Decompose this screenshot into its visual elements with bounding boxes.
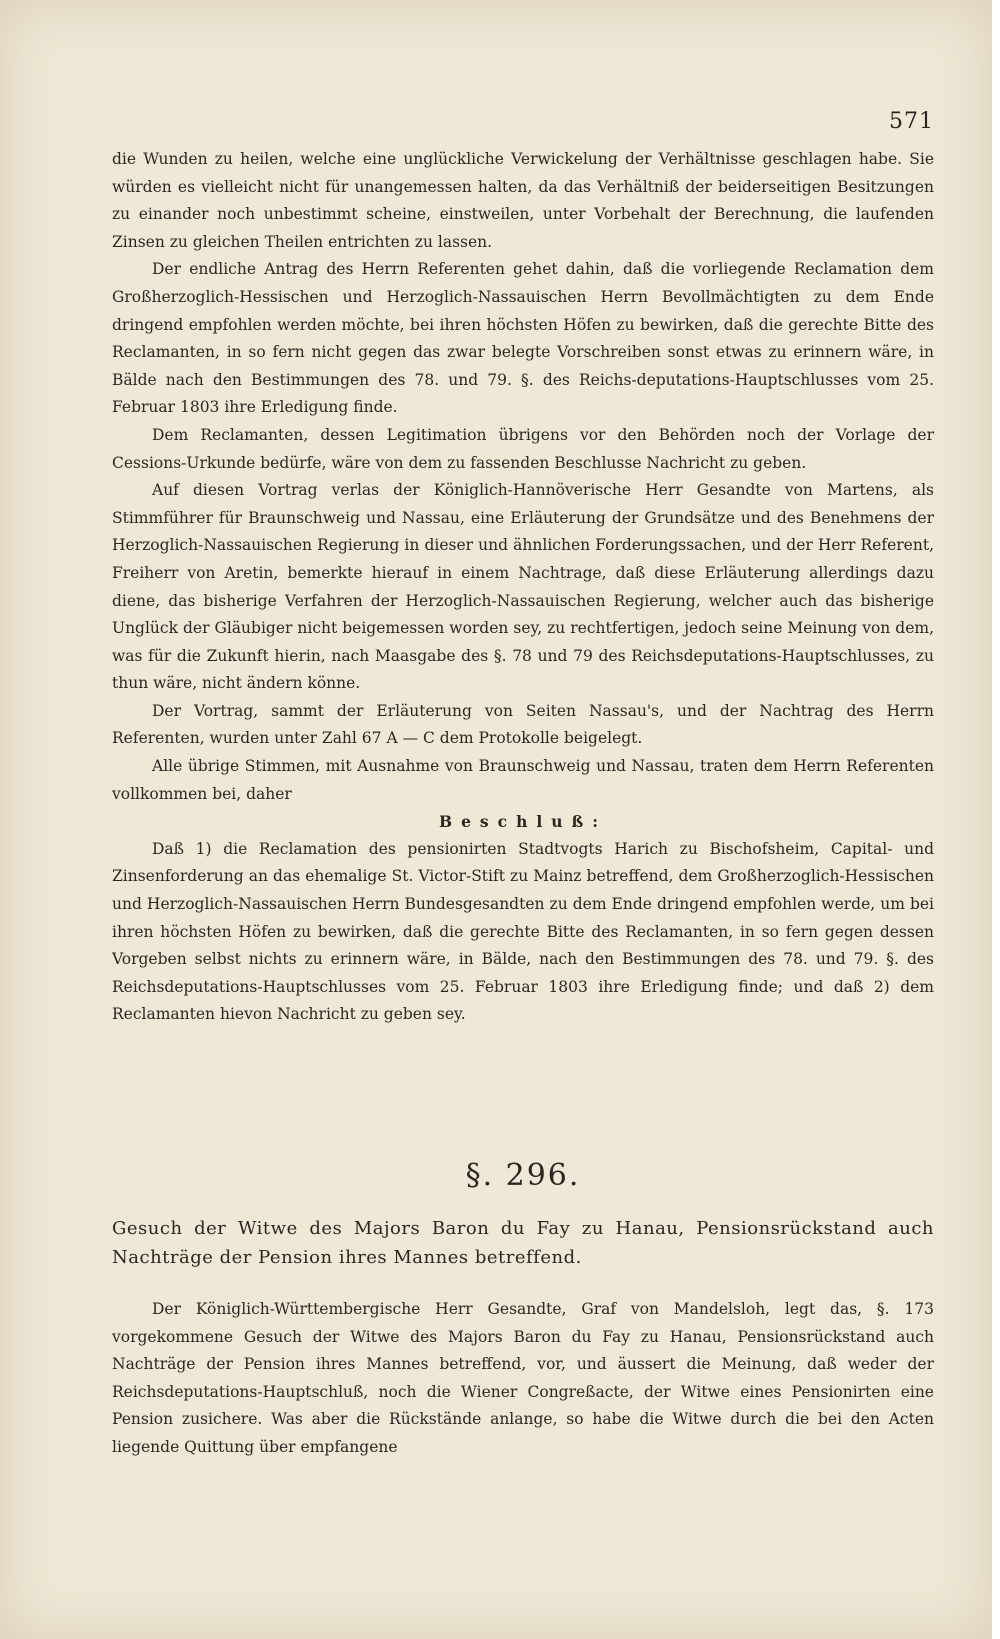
paragraph: Der Vortrag, sammt der Erläuterung von Seiten Nassau's, und der Nachtrag des Herrn Referenten, wurden unter Zahl 67 A — C dem Protokolle beigelegt. [112,701,934,748]
page-number: 571 [889,109,934,134]
section-text [112,1296,934,1462]
paragraph: Alle übrige Stimmen, mit Ausnahme von Braunschweig und Nassau, traten dem Herrn Referenten vollkommen bei, daher [112,757,934,803]
main-text [112,146,934,1029]
paragraph: Der endliche Antrag des Herrn Referenten gehet dahin, daß die vorliegende Reclamation dem Großherzoglich-Hessischen und Herzoglich-Nassauischen Herrn Bevollmächtigten zu dem Ende dringend empfohlen werden möchte, bei ihren höchsten Höfen zu bewirken, daß die gerechte Bitte des Reclamanten, in so fern nicht gegen das zwar belegte Vorschreiben sonst etwas zu erinnern wäre, in Bälde nach den Bestimmungen des 78. und 79. §. des Reichs-deputations-Hauptschlusses vom 25. Februar 1803 ihre Erledigung finde. [112,260,934,417]
section-title: Gesuch der Witwe des Majors Baron du Fay zu Hanau, Pensionsrückstand auch Nachträge der Pension ihres Mannes betreffend. [112,1218,934,1268]
paragraph: Dem Reclamanten, dessen Legitimation übrigens vor den Behörden noch der Vorlage der Cessions-Urkunde bedürfe, wäre von dem zu fassenden Beschlusse Nachricht zu geben. [112,425,934,472]
paragraph: Auf diesen Vortrag verlas der Königlich-Hannöverische Herr Gesandte von Martens, als Stimmführer für Braunschweig und Nassau, eine Erläuterung der Grundsätze und des Benehmens der Herzoglich-Nassauischen Regierung in dieser und ähnlichen Forderungssachen, und der Herr Referent, Freiherr von Aretin, bemerkte hierauf in einem Nachtrage, daß diese Erläuterung allerdings dazu diene, das bisherige Verfahren der Herzoglich-Nassauischen Regierung, welcher auch das bisherige Unglück der Gläubiger nicht beigemessen worden sey, zu rechtfertigen, jedoch seine Meinung von dem, was für die Zukunft hierin, nach Maasgabe des §. 78 und 79 des Reichsdeputations-Hauptschlusses, zu thun wäre, nicht ändern könne. [112,481,934,693]
resolution-text: Daß 1) die Reclamation des pensionirten Stadtvogts Harich zu Bischofsheim, Capital- und Zinsenforderung an das ehemalige St. Victor-Stift zu Mainz betreffend, dem Großherzoglich-Hessischen und Herzoglich-Nassauischen Herrn Bundesgesandten zu dem Ende dringend empfohlen werde, um bei ihren höchsten Höfen zu bewirken, daß die gerechte Bitte des Reclamanten, in so fern gegen dessen Vorgeben selbst nichts zu erinnern wäre, in Bälde, nach den Bestimmungen des 78. und 79. §. des Reichsdeputations-Hauptschlusses vom 25. Februar 1803 ihre Erledigung finde; und daß 2) dem Reclamanten hievon Nachricht zu geben sey. [112,839,934,1024]
section-number: §. 296. [465,1158,581,1193]
resolution-heading: Beschluß: [438,812,608,832]
paragraph: die Wunden zu heilen, welche eine unglückliche Verwickelung der Verhältnisse geschlagen habe. Sie würden es vielleicht nicht für unangemessen halten, da das Verhältniß der beiderseitigen Besitzungen zu einander noch unbestimmt scheine, einstweilen, unter Vorbehalt der Berechnung, die laufenden Zinsen zu gleichen Theilen entrichten zu lassen. [112,150,934,251]
paragraph: Der Königlich-Württembergische Herr Gesandte, Graf von Mandelsloh, legt das, §. 173 vorgekommene Gesuch der Witwe des Majors Baron du Fay zu Hanau, Pensionsrückstand auch Nachträge der Pension ihres Mannes betreffend, vor, und äussert die Meinung, daß weder der Reichsdeputations-Hauptschluß, noch die Wiener Congreßacte, der Witwe eines Pensionirten eine Pension zusichere. Was aber die Rückstände anlange, so habe die Witwe durch die bei den Acten liegende Quittung über empfangene [112,1300,934,1456]
